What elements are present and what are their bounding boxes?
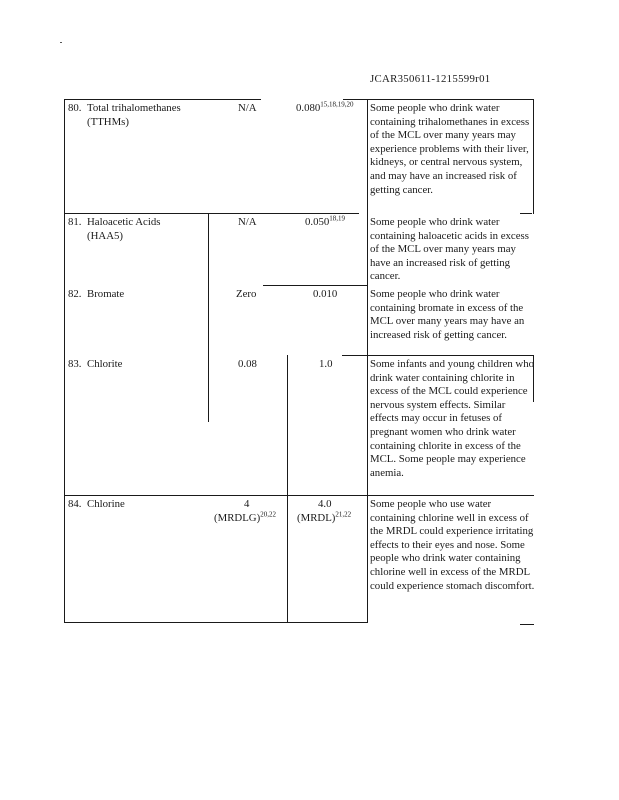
mcl-value: 4.0	[318, 498, 332, 510]
mcl-unit: (MRDL)$^{21,22}$	[297, 510, 352, 524]
row-number: 80.	[68, 102, 82, 114]
contaminant-name: Total trihalomethanes	[87, 102, 181, 114]
row-number: 82.	[68, 288, 82, 300]
document-code: JCAR350611-1215599r01	[370, 73, 491, 85]
mclg-unit: (MRDLG)$^{20,22}$	[214, 510, 276, 524]
row-number: 84.	[68, 498, 82, 510]
health-effects: Some people who drink water containing trihalomethanes in excess of the MCL over many years may experience problems with their liver, kidneys, or central nervous system, and may have an increased risk of getting cancer.	[370, 102, 530, 196]
row-number: 81.	[68, 216, 82, 228]
mcl-value: 1.0	[319, 358, 333, 370]
mclg-value: Zero	[236, 288, 257, 300]
contaminant-abbreviation: (TTHMs)	[87, 116, 129, 128]
mcl-value: 0.010	[313, 288, 338, 300]
contaminant-name: Chlorine	[87, 498, 125, 510]
mclg-value: N/A	[238, 216, 257, 228]
health-effects: Some people who use water containing chlorine well in excess of the MRDL could experience irritating effects to their eyes and nose. Some people who drink water containing chlorine well in excess of the MRDL could experience stomach discomfort.	[370, 498, 535, 592]
health-effects: Some people who drink water containing bromate in excess of the MCL over many years may have an increased risk of getting cancer.	[370, 288, 525, 341]
mclg-value: 4	[244, 498, 250, 510]
contaminant-name: Chlorite	[87, 358, 123, 370]
mclg-value: 0.08	[238, 358, 257, 370]
contaminant-name: Bromate	[87, 288, 125, 300]
contaminant-abbreviation: (HAA5)	[87, 230, 123, 242]
health-effects: Some people who drink water containing haloacetic acids in excess of the MCL over many years may have an increased risk of getting cancer.	[370, 216, 529, 283]
scan-speck	[60, 42, 62, 43]
health-effects: Some infants and young children who drink water containing chlorite in excess of the MCL could experience nervous system effects. Similar effects may occur in fetuses of pregnant women who drink water containing chlorite in excess of the MCL. Some people may experience anemia.	[370, 358, 535, 479]
mcl-value: 0.080$^{15,18,19,20}$	[296, 100, 354, 114]
row-number: 83.	[68, 358, 82, 370]
mclg-value: N/A	[238, 102, 257, 114]
contaminant-name: Haloacetic Acids	[87, 216, 161, 228]
mcl-value: 0.050$^{18,19}$	[305, 214, 346, 228]
